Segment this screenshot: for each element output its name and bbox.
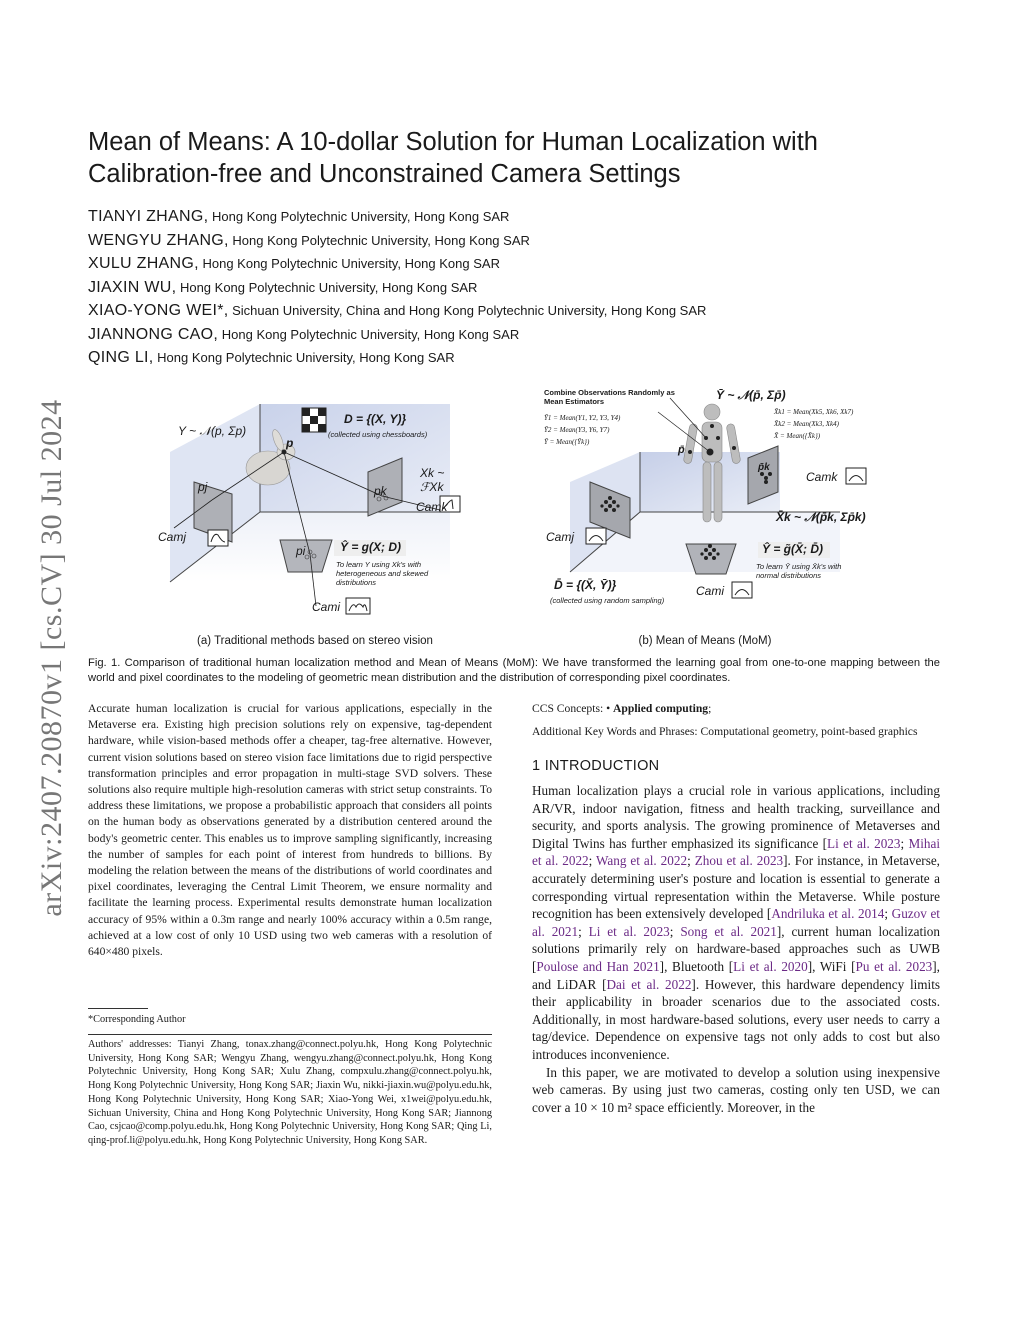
author-affiliation: Hong Kong Polytechnic University, Hong Kong SAR (176, 280, 478, 295)
citation-link[interactable]: Song et al. 2021 (680, 923, 777, 939)
label-x-dist-b: X̄k ~ 𝒩(p̄k, Σp̄k) (776, 510, 866, 524)
author-line (88, 279, 477, 297)
means-right (774, 406, 853, 442)
citation-link[interactable]: Andriluka et al. 2014 (771, 906, 885, 922)
label-D-bar-note: (collected using random sampling) (550, 596, 665, 605)
label-D-bar: D̄ = {(X̄, Ȳ)} (554, 578, 617, 592)
author-affiliation: Hong Kong Polytechnic University, Hong Kong SAR (153, 350, 455, 365)
mean-formula: Ȳ2 = Mean(Y3, Y6, Y7) (544, 426, 610, 434)
author-affiliation: Hong Kong Polytechnic University, Hong Kong SAR (198, 256, 500, 271)
label-pk: pk (374, 484, 387, 498)
arxiv-stamp: arXiv:2407.20870v1 [cs.CV] 30 Jul 2024 (35, 399, 68, 917)
author-line (88, 349, 455, 367)
author-line (88, 326, 519, 344)
author-name: QING LI, (88, 349, 154, 366)
figure-a-caption: (a) Traditional methods based on stereo vision (197, 635, 433, 647)
label-y-note: To learn Y using Xk's with heterogeneous and skewed distributions (336, 560, 429, 587)
label-camk: Camk (416, 500, 448, 514)
label-y-note-b: To learn Ȳ using X̄k's with normal distributions (756, 562, 842, 580)
label-y-eq-b: Ŷ = g̃(X̄; D̄) (762, 542, 824, 556)
label-cami: Cami (312, 600, 341, 614)
citation-link[interactable]: Wang et al. 2022 (596, 853, 688, 869)
author-line (88, 255, 500, 273)
author-line (88, 302, 706, 320)
label-cami-b: Cami (696, 584, 725, 598)
citation-link[interactable]: Pu et al. 2023 (855, 958, 933, 974)
author-name: WENGYU ZHANG, (88, 232, 229, 249)
label-camj: Camj (158, 530, 187, 544)
means-left (544, 412, 620, 448)
label-p: p (286, 436, 294, 450)
keywords: Additional Key Words and Phrases: Computational geometry, point-based graphics (532, 725, 918, 738)
author-name: JIAXIN WU, (88, 279, 177, 296)
intro-paragraph-1: Human localization plays a crucial role in various applications, including AR/VR, indoor navigation, fitness and health tracking, surveillance and security, and sports analysis. The growing prominence of Metaverses and Digital Twins has further emphasized its significance [Li et al. 2023; Mihai et al. 2022; Wang et al. 2022; Zhou et al. 2023]. For instance, in Metaverse, accurately determining user's posture and location is essential to generate a corresponding virtual representation within the Metaverse. While posture recognition has been extensively developed [Andriluka et al. 2014; Guzov et al. 2021; Li et al. 2023; Song et al. 2021], current human localization solutions primarily rely on hardware-based approaches such as UWB [Poulose and Han 2021], Bluetooth [Li et al. 2020], WiFi [Pu et al. 2023], and LiDAR [Dai et al. 2022]. However, this hardware dependency limits their applicability in broader scenarios due to the associated costs. Additionally, in most hardware-based solutions, every user needs to carry a tag/device. Dependence on expensive tags not only adds to cost but also introduces inconvenience. (532, 783, 941, 1062)
author-affiliation: Sichuan University, China and Hong Kong Polytechnic University, Hong Kong SAR (228, 303, 707, 318)
citation-link[interactable]: Li et al. 2020 (733, 958, 808, 974)
mean-formula: X̄k1 = Mean(Xk5, Xk6, Xk7) (774, 408, 854, 416)
address-rule (88, 1034, 492, 1035)
right-column (532, 701, 940, 1116)
author-name: TIANYI ZHANG, (88, 208, 209, 225)
citation-link[interactable]: Mihai et al. 2022 (532, 835, 940, 869)
intro-paragraph-2: In this paper, we are motivated to develop a solution using inexpensive web cameras. By using just two cameras, costing only ten USD, we can cover a 10 × 10 m² space efficiently. Moreover, in the (532, 1064, 940, 1115)
label-combine: Combine Observations Randomly as Mean Estimators (544, 388, 675, 406)
label-camk-b: Camk (806, 470, 838, 484)
mean-formula: Ȳ = Mean({Ȳk}) (544, 438, 590, 446)
mean-formula: X̄ = Mean({X̄k}) (774, 432, 821, 440)
label-camj-b: Camj (546, 530, 575, 544)
mean-formula: Ȳ1 = Mean(Y1, Y2, Y3, Y4) (544, 414, 621, 422)
figure-a (150, 382, 470, 634)
chessboard-icon (302, 408, 326, 432)
citation-link[interactable]: Li et al. 2023 (827, 835, 901, 851)
author-affiliation: Hong Kong Polytechnic University, Hong Kong SAR (218, 327, 520, 342)
citation-link[interactable]: Zhou et al. 2023 (694, 853, 784, 869)
mean-formula: X̄k2 = Mean(Xk3, Xk4) (774, 420, 839, 428)
label-pk-bar: p̄k (758, 462, 770, 473)
footnote-corresponding: *Corresponding Author (88, 1014, 186, 1025)
label-D: D = {(X, Y)} (344, 412, 407, 426)
label-pj: pj (198, 480, 208, 494)
section-heading: 1 INTRODUCTION (532, 758, 660, 774)
author-name: JIANNONG CAO, (88, 326, 219, 343)
figure-b (540, 382, 880, 634)
figure-b-caption: (b) Mean of Means (MoM) (638, 635, 772, 647)
author-affiliation: Hong Kong Polytechnic University, Hong Kong SAR (228, 233, 530, 248)
footnote-addresses: Authors' addresses: Tianyi Zhang, tonax.zhang@connect.polyu.hk, Hong Kong Polytechnic University, Hong Kong SAR; Wengyu Zhang, wengyu.zhang@connect.polyu.hk, Hong Kong Polytechnic University, Hong Kong SAR; Xulu Zhang, compxulu.zhang@connect.polyu.hk, Hong Kong Polytechnic University, Hong Kong SAR; Jiaxin Wu, nikki-jiaxin.wu@polyu.edu.hk, Hong Kong Polytechnic University, Hong Kong SAR; Xiao-Yong Wei, x1wei@polyu.edu.hk, Sichuan University, China and Hong Kong Polytechnic University, Hong Kong SAR; Jiannong Cao, csjcao@comp.polyu.edu.hk, Hong Kong Polytechnic University, Hong Kong SAR; Qing Li, qing-prof.li@polyu.edu.hk, Hong Kong Polytechnic University, Hong Kong SAR. (88, 1039, 492, 1146)
citation-link[interactable]: Guzov et al. 2021 (532, 906, 940, 939)
citation-link[interactable]: Poulose and Han 2021 (536, 958, 660, 974)
label-y-dist: Y ~ 𝒩(p, Σp) (178, 424, 247, 438)
figure-caption: Fig. 1. Comparison of traditional human localization method and Mean of Means (MoM): We have transformed the learning goal from one-to-one mapping between the world and pixel coordinates to the modeling of geometric mean distribution and the distribution of corresponding pixel coordinates. (88, 657, 940, 684)
author-name: XIAO-YONG WEI*, (88, 302, 229, 319)
author-line (88, 208, 509, 226)
paper-title: Mean of Means: A 10-dollar Solution for Human Localization with Calibration-free and Unconstrained Camera Settings (88, 128, 818, 188)
author-name: XULU ZHANG, (88, 255, 199, 272)
label-pi: pi (296, 544, 306, 558)
label-p-bar: p̄ (678, 444, 685, 456)
citation-link[interactable]: Li et al. 2023 (588, 923, 670, 939)
author-affiliation: Hong Kong Polytechnic University, Hong Kong SAR (208, 209, 510, 224)
label-D-note: (collected using chessboards) (328, 430, 428, 439)
label-x-dist: Xk ~ ℱXk (420, 466, 445, 494)
label-y-eq: Ŷ = g(X; D) (340, 540, 402, 554)
citation-link[interactable]: Dai et al. 2022 (606, 976, 692, 992)
footnote-rule (88, 1008, 148, 1009)
abstract: Accurate human localization is crucial for various applications, especially in the Metaverse era. Existing high precision solutions rely on expensive, tag-dependent hardware, while vision-based methods offer a cheaper, tag-free alternative. However, current vision solutions based on stereo vision face limitations due to rigid perspective transformation principles and error propagation in multi-stage SVD solvers. These solutions also require multiple high-resolution cameras with strict setup constraints. To address these limitations, we propose a probabilistic approach that considers all points on the human body as observations generated by a distribution centered around the body's geometric center. This enables us to improve sampling significantly, increasing the number of samples for each point of interest from hundreds to billions. By modeling the relation between the means of the distributions of world coordinates and pixel coordinates, leveraging the Central Limit Theorem, we ensure normality and facilitate the learning process. Experimental results demonstrate human localization accuracy of 95% within a 0.3m range and nearly 100% accuracy within a 0.5m range, achieved at a low cost of only 10 USD using two web cameras with a resolution of 640×480 pixels. (88, 702, 492, 959)
ccs-concepts: CCS Concepts: • Applied computing; (532, 702, 712, 715)
label-y-dist-b: Ȳ ~ 𝒩(p̄, Σp̄) (716, 388, 786, 402)
author-line (88, 232, 530, 250)
